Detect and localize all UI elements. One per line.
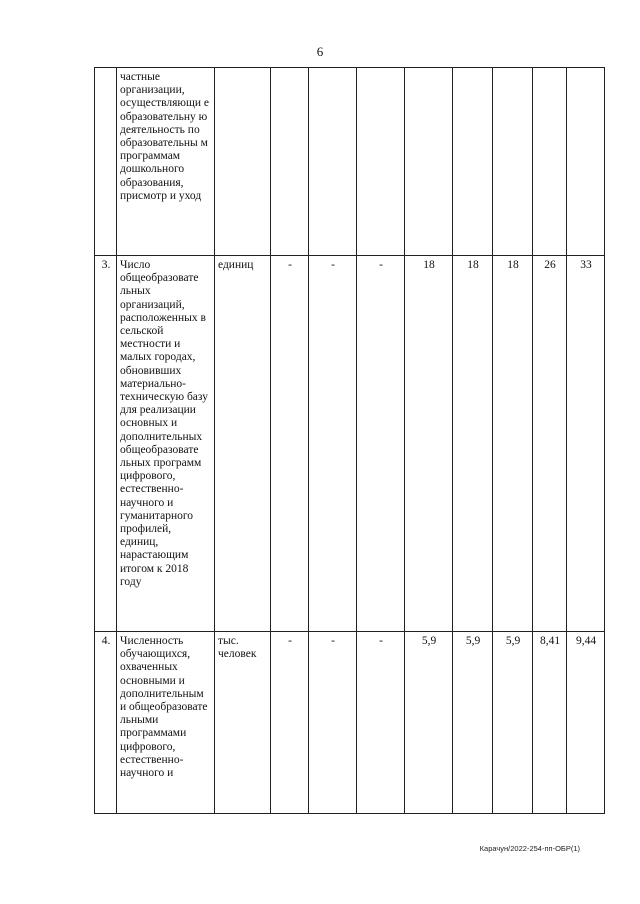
row-number xyxy=(95,68,117,256)
unit-cell xyxy=(215,68,271,256)
value-cell: - xyxy=(357,256,405,632)
value-cell xyxy=(493,68,533,256)
row-number: 4. xyxy=(95,632,117,814)
value-cell: 33 xyxy=(567,256,605,632)
table-row xyxy=(95,256,605,632)
value-cell: 18 xyxy=(493,256,533,632)
value-cell: - xyxy=(357,632,405,814)
unit-cell: тыс. человек xyxy=(215,632,271,814)
indicator-description: Численность обучающихся, охваченных основными и дополнительным и общеобразовате льными программами цифрового, естественно-научного и xyxy=(117,632,215,814)
document-id-footer: Карачун/2022-254-пп-ОБР(1) xyxy=(479,844,580,853)
value-cell: 9,44 xyxy=(567,632,605,814)
page-number: 6 xyxy=(316,44,324,59)
value-cell: 8,41 xyxy=(533,632,567,814)
value-cell: - xyxy=(309,632,357,814)
value-cell xyxy=(405,68,453,256)
value-cell xyxy=(309,68,357,256)
value-cell: 5,9 xyxy=(405,632,453,814)
indicator-description: частные организации, осуществляющи е образовательну ю деятельность по образовательны м программам дошкольного образования, присмотр и уход xyxy=(117,68,215,256)
indicators-table xyxy=(94,67,605,814)
value-cell: - xyxy=(309,256,357,632)
value-cell xyxy=(533,68,567,256)
value-cell: 5,9 xyxy=(493,632,533,814)
table-row xyxy=(95,632,605,814)
value-cell: - xyxy=(271,256,309,632)
value-cell xyxy=(357,68,405,256)
value-cell: 5,9 xyxy=(453,632,493,814)
value-cell: 26 xyxy=(533,256,567,632)
value-cell xyxy=(271,68,309,256)
value-cell: 18 xyxy=(453,256,493,632)
value-cell xyxy=(567,68,605,256)
indicator-description: Число общеобразовате льных организаций, расположенных в сельской местности и малых городах, обновивших материально-техническую базу для реализации основных и дополнительных общеобразовате льных программ цифрового, естественно-научного и гуманитарного профилей, единиц, нарастающим итогом к 2018 году xyxy=(117,256,215,632)
table-row xyxy=(95,68,605,256)
unit-cell: единиц xyxy=(215,256,271,632)
value-cell: 18 xyxy=(405,256,453,632)
value-cell: - xyxy=(271,632,309,814)
row-number: 3. xyxy=(95,256,117,632)
value-cell xyxy=(453,68,493,256)
